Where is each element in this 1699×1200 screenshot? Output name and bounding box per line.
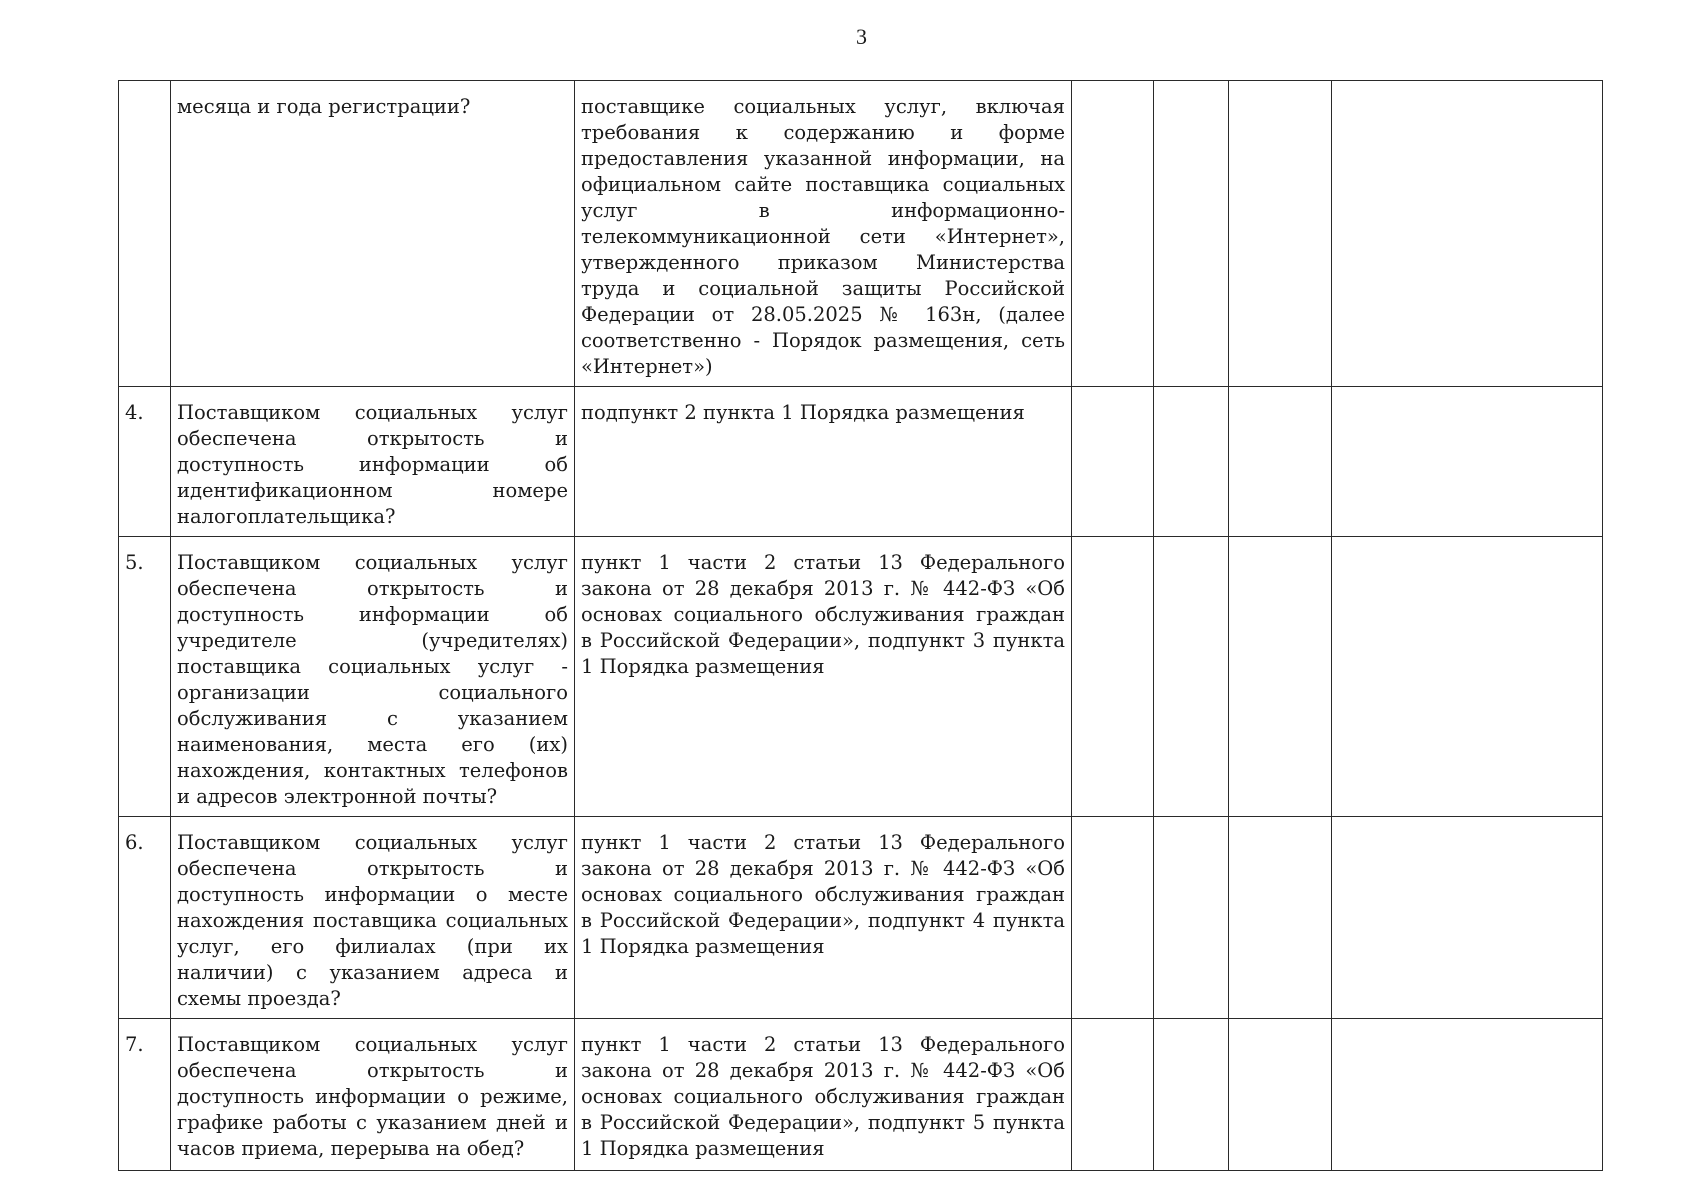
empty-cell [1154,537,1229,817]
table-row [119,1019,1603,1171]
reference-cell: пункт 1 части 2 статьи 13 Федерального закона от 28 декабря 2013 г. № 442-ФЗ «Об основах социального обслуживания граждан в Российской Федерации», подпункт 3 пункта 1 Порядка размещения [575,537,1072,817]
row-number: 6. [119,817,171,1019]
reference-cell: пункт 1 части 2 статьи 13 Федерального закона от 28 декабря 2013 г. № 442-ФЗ «Об основах социального обслуживания граждан в Российской Федерации», подпункт 5 пункта 1 Порядка размещения [575,1019,1072,1171]
empty-cell [1229,81,1332,387]
question-cell: Поставщиком социальных услуг обеспечена открытость и доступность информации об идентификационном номере налогоплательщика? [171,387,575,537]
empty-cell [1154,817,1229,1019]
empty-cell [1332,387,1603,537]
empty-cell [1332,1019,1603,1171]
table-row [119,817,1603,1019]
row-number: 4. [119,387,171,537]
table-row [119,537,1603,817]
table-row [119,81,1603,387]
question-cell: Поставщиком социальных услуг обеспечена открытость и доступность информации о месте нахождения поставщика социальных услуг, его филиалах (при их наличии) с указанием адреса и схемы проезда? [171,817,575,1019]
empty-cell [1072,81,1154,387]
reference-cell: пункт 1 части 2 статьи 13 Федерального закона от 28 декабря 2013 г. № 442-ФЗ «Об основах социального обслуживания граждан в Российской Федерации», подпункт 4 пункта 1 Порядка размещения [575,817,1072,1019]
question-cell: месяца и года регистрации? [171,81,575,387]
empty-cell [1332,817,1603,1019]
empty-cell [1229,537,1332,817]
reference-cell: поставщике социальных услуг, включая требования к содержанию и форме предоставления указанной информации, на официальном сайте поставщика социальных услуг в информационно-телекоммуникационной сети «Интернет», утвержденного приказом Министерства труда и социальной защиты Российской Федерации от 28.05.2025 № 163н, (далее соответственно - Порядок размещения, сеть «Интернет») [575,81,1072,387]
empty-cell [1154,387,1229,537]
empty-cell [1072,1019,1154,1171]
empty-cell [1154,81,1229,387]
empty-cell [1072,817,1154,1019]
checklist-table [118,80,1603,1171]
empty-cell [1229,1019,1332,1171]
question-cell: Поставщиком социальных услуг обеспечена открытость и доступность информации о режиме, графике работы с указанием дней и часов приема, перерыва на обед? [171,1019,575,1171]
empty-cell [1332,81,1603,387]
empty-cell [1072,387,1154,537]
row-number: 7. [119,1019,171,1171]
row-number [119,81,171,387]
row-number: 5. [119,537,171,817]
page-number: 3 [856,24,867,49]
reference-cell: подпункт 2 пункта 1 Порядка размещения [575,387,1072,537]
empty-cell [1332,537,1603,817]
question-cell: Поставщиком социальных услуг обеспечена открытость и доступность информации об учредителе (учредителях) поставщика социальных услуг - организации социального обслуживания с указанием наименования, места его (их) нахождения, контактных телефонов и адресов электронной почты? [171,537,575,817]
empty-cell [1229,387,1332,537]
empty-cell [1072,537,1154,817]
table-row [119,387,1603,537]
empty-cell [1154,1019,1229,1171]
empty-cell [1229,817,1332,1019]
